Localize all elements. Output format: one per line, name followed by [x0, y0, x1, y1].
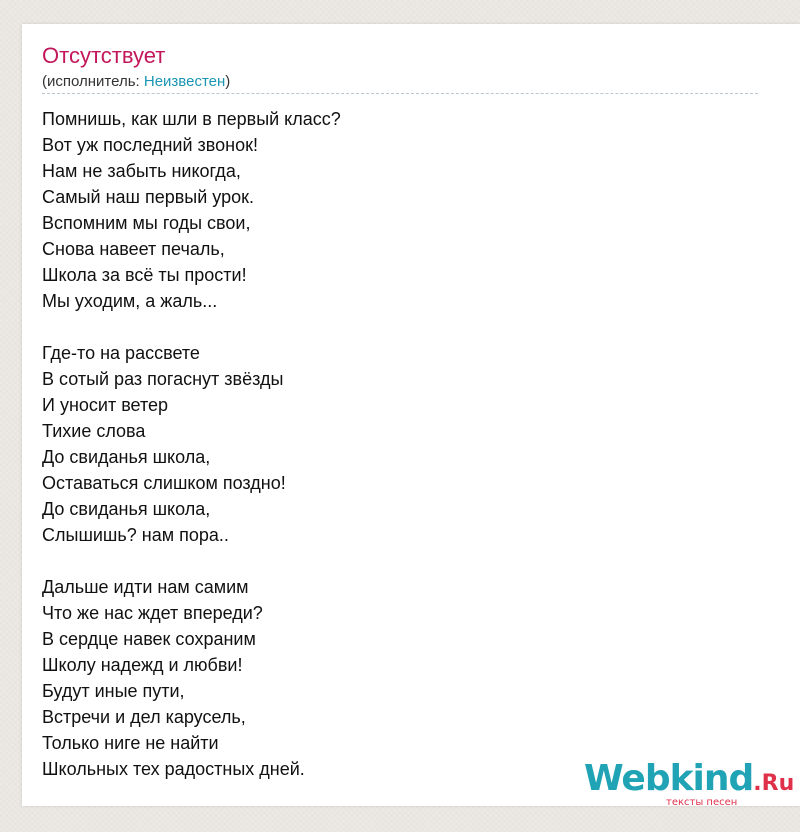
lyrics-card — [22, 24, 800, 806]
lyric-line: Нам не забыть никогда, — [42, 161, 241, 181]
logo-tagline: тексты песен — [666, 797, 738, 808]
stanza-1 — [42, 106, 742, 314]
lyric-line: Школу надежд и любви! — [42, 655, 243, 675]
lyric-line: Снова навеет печаль, — [42, 239, 225, 259]
lyric-line: Помнишь, как шли в первый класс? — [42, 109, 341, 129]
divider — [42, 93, 758, 94]
lyric-line: Оставаться слишком поздно! — [42, 473, 286, 493]
artist-link[interactable]: Неизвестен — [143, 73, 226, 90]
lyric-line: Тихие слова — [42, 421, 146, 441]
lyric-line: До свиданья школа, — [42, 447, 211, 467]
lyric-line: Вспомним мы годы свои, — [42, 213, 251, 233]
logo-tld: .Ru — [753, 771, 795, 796]
lyric-line: Только ниге не найти — [42, 733, 219, 753]
lyric-line: Дальше идти нам самим — [42, 577, 249, 597]
lyric-line: Вот уж последний звонок! — [42, 135, 258, 155]
lyric-line: Самый наш первый урок. — [42, 187, 254, 207]
artist-line — [42, 72, 230, 92]
stanza-2 — [42, 340, 742, 548]
lyric-line: И уносит ветер — [42, 395, 169, 415]
song-title: Отсутствует — [42, 43, 166, 68]
stanza-3 — [42, 574, 742, 782]
logo-name: Webkind — [584, 758, 754, 799]
lyric-line: Мы уходим, а жаль... — [42, 291, 218, 311]
lyric-line: Слышишь? нам пора.. — [42, 525, 229, 545]
lyric-line: В сотый раз погаснут звёзды — [42, 369, 284, 389]
lyric-line: Что же нас ждет впереди? — [42, 603, 263, 623]
artist-suffix: ) — [225, 73, 231, 90]
lyric-line: Где-то на рассвете — [42, 343, 200, 363]
lyrics-body — [42, 106, 742, 782]
lyric-line: В сердце навек сохраним — [42, 629, 256, 649]
lyric-line: Школа за всё ты прости! — [42, 265, 247, 285]
lyric-line: Школьных тех радостных дней. — [42, 759, 305, 779]
lyric-line: До свиданья школа, — [42, 499, 211, 519]
artist-prefix: (исполнитель: — [42, 73, 144, 90]
lyric-line: Будут иные пути, — [42, 681, 185, 701]
lyric-line: Встречи и дел карусель, — [42, 707, 246, 727]
webkind-logo[interactable] — [584, 758, 795, 809]
